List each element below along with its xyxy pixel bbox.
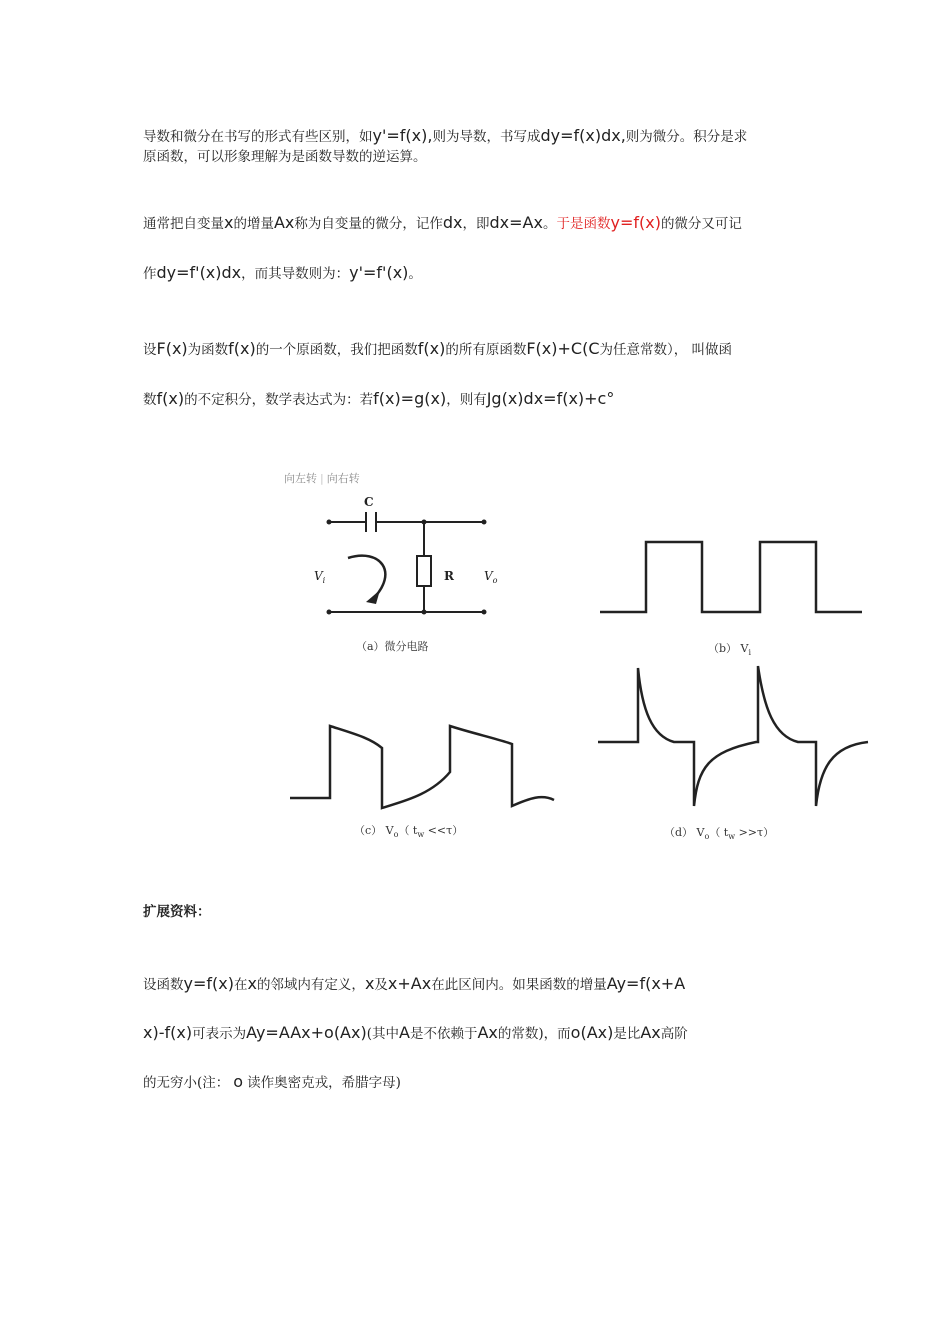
text-run: 是比: [613, 1026, 641, 1042]
text-run: 通常把自变量: [143, 216, 224, 232]
highlighted-math: y=f(x): [610, 213, 661, 232]
rotate-left-link[interactable]: 向左转: [284, 472, 317, 485]
math-run: y'=f(x),: [372, 126, 433, 145]
terminal: [482, 610, 487, 615]
image-rotate-controls: [284, 470, 360, 486]
text-run: 的一个原函数，我们把函数: [255, 342, 418, 358]
math-run: Ax: [273, 213, 295, 232]
para1-line1: [143, 127, 747, 146]
text-run: 则为导数，书写成: [432, 129, 541, 145]
text-run: 可表示为: [192, 1026, 247, 1042]
math-run: f(x): [417, 339, 446, 358]
math-run: x)-f(x): [143, 1023, 193, 1042]
input-square-wave: [600, 542, 862, 612]
caption-c: （c） $V_o$（ $t_w <<\tau$）: [354, 824, 464, 839]
caption-a: （a）微分电路: [356, 640, 429, 653]
text-run: ，而其导数则为：: [241, 266, 350, 282]
text-run: 在: [233, 977, 248, 993]
math-run: dy=f'(x)dx: [156, 263, 242, 282]
differentiator-circuit-figure: [280, 490, 880, 865]
para1-line2: 原函数，可以形象理解为是函数导数的逆运算。: [143, 149, 427, 165]
text-run: 的增量: [233, 216, 274, 232]
math-run: Ax: [477, 1023, 498, 1042]
math-run: Jg(x)dx=f(x)+c°: [486, 389, 615, 408]
terminal: [327, 520, 332, 525]
math-run: x: [224, 213, 234, 232]
text-run: 作: [143, 266, 157, 282]
output-voltage-label: $V_o$: [484, 569, 498, 585]
math-run: Ay=AAx+o(Ax): [246, 1023, 367, 1042]
math-run: x: [364, 974, 375, 993]
math-run: f(x): [228, 339, 256, 358]
para2-line1: [143, 214, 742, 233]
text-run: 高阶: [660, 1026, 688, 1042]
math-run: x+Ax: [387, 974, 432, 993]
junction: [422, 610, 427, 615]
separator: |: [320, 472, 324, 485]
terminal: [482, 520, 487, 525]
text-run: (其中: [366, 1026, 399, 1042]
text-run: 的不定积分，数学表达式为：若: [184, 392, 374, 408]
text-run: 。: [408, 266, 422, 282]
math-run: F(x): [156, 339, 188, 358]
text-run: 在此区间内。如果函数的增量: [431, 977, 607, 993]
math-run: o(Ax): [570, 1023, 614, 1042]
extension-line2: [143, 1024, 688, 1043]
input-voltage-label: $V_i$: [314, 569, 326, 585]
extension-heading: 扩展资料：: [143, 904, 211, 920]
resistor: [417, 556, 431, 586]
text-run: 的所有原函数: [445, 342, 527, 358]
caption-d: （d） $V_o$（ $t_w >>\tau$）: [664, 826, 775, 841]
terminal: [327, 610, 332, 615]
caption-b: （b） $V_i$: [708, 642, 752, 657]
math-run: Ax: [640, 1023, 661, 1042]
text-run: 称为自变量的微分，记作: [294, 216, 443, 232]
text-run: 设函数: [143, 977, 184, 993]
para3-line2: [143, 390, 614, 409]
text-run: 导数和微分在书写的形式有些区别，如: [143, 129, 373, 145]
output-wave-small-tau: [290, 726, 554, 808]
text-run: 则为微分。积分是求: [625, 129, 748, 145]
math-run: y'=f'(x): [349, 263, 409, 282]
capacitor-label: C: [364, 495, 374, 509]
text-run: 的常数)，而: [497, 1026, 571, 1042]
math-run: F(x)+C(C: [526, 339, 600, 358]
extension-line3: [143, 1073, 401, 1092]
math-run: f(x)=g(x): [373, 389, 447, 408]
text-run: 为函数: [187, 342, 229, 358]
math-run: x: [247, 974, 257, 993]
circuit-diagram: [329, 512, 484, 612]
math-run: y=f(x): [183, 974, 234, 993]
rotate-right-link[interactable]: 向右转: [326, 472, 360, 485]
text-run: 为任意常数）， 叫做函: [599, 342, 733, 358]
math-run: f(x): [156, 389, 185, 408]
text-run: 设: [143, 342, 157, 358]
text-run: 的邻域内有定义，: [256, 977, 365, 993]
para2-line2: [143, 264, 422, 283]
text-run: 是不依赖于: [409, 1026, 478, 1042]
text-run: 的微分又可记: [660, 216, 742, 232]
math-run: Ay=f(x+A: [606, 974, 686, 993]
current-arrow: [348, 556, 385, 600]
text-run: 数: [143, 392, 157, 408]
text-run: ，则有: [446, 392, 487, 408]
math-run: dy=f(x)dx,: [540, 126, 626, 145]
text-run: 读作奥密克戎，希腊字母): [247, 1075, 401, 1091]
para3-line1: [143, 340, 732, 359]
math-run: dx: [442, 213, 463, 232]
math-run: A: [399, 1023, 410, 1042]
resistor-label: R: [444, 569, 454, 583]
output-wave-large-tau: [598, 666, 868, 806]
text-run: 的无穷小(注：: [143, 1075, 230, 1091]
math-run: dx=Ax: [489, 213, 543, 232]
text-run: 及: [374, 977, 388, 993]
math-run: o: [233, 1072, 244, 1091]
extension-line1: [143, 975, 685, 994]
text-run: ，即: [462, 216, 490, 232]
highlighted-text: 于是函数: [556, 216, 611, 232]
text-run: 。: [542, 216, 557, 232]
junction: [422, 520, 427, 525]
arrow-head-icon: [366, 590, 380, 604]
